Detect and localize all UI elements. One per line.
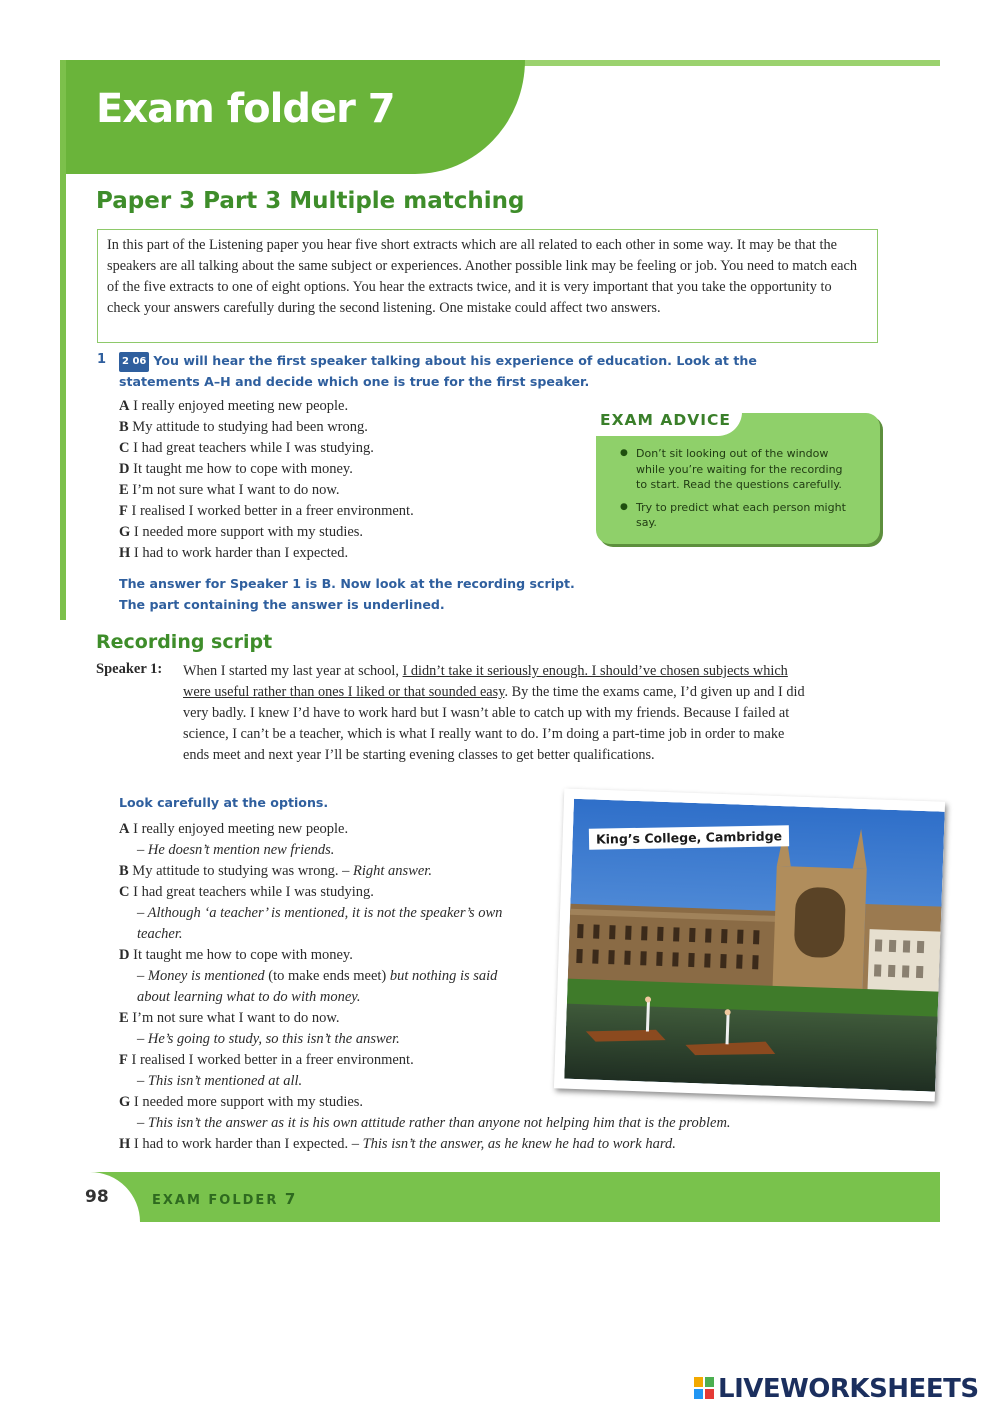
intro-text: In this part of the Listening paper you hear five short extracts which are all related to each other in some way. It may be that the speakers are all talking about the same subject or experiences. Another possible link may be feeling or job. You need to match each of the five extracts to one of eight options. You hear the extracts twice, and it is very important that you take the opportunity to check your answers carefully during the second listening. One mistake could affect two answers. bbox=[107, 237, 857, 316]
liveworksheets-icon bbox=[694, 1377, 714, 1399]
intro-box bbox=[97, 229, 878, 343]
footer-label: EXAM FOLDER 7 bbox=[152, 1190, 298, 1208]
list-item: B My attitude to studying had been wrong. bbox=[119, 419, 368, 435]
photo-caption: King’s College, Cambridge bbox=[589, 825, 789, 849]
list-item: E I’m not sure what I want to do now. bbox=[119, 482, 340, 498]
list-item: F I realised I worked better in a freer environment. bbox=[119, 503, 414, 519]
liveworksheets-logo[interactable]: LIVEWORKSHEETS bbox=[694, 1374, 979, 1404]
instruction-text: You will hear the first speaker talking about his experience of education. Look at the statements A–H and decide which one is true for the first speaker. bbox=[119, 353, 757, 389]
analysis-note: Look carefully at the options. bbox=[119, 795, 329, 810]
list-item: E I’m not sure what I want to do now. – He’s going to study, so this isn’t the answer. bbox=[119, 1010, 400, 1047]
question-number: 1 bbox=[97, 352, 107, 367]
list-item: C I had great teachers while I was studying. bbox=[119, 440, 374, 456]
advice-tip: ● Don’t sit looking out of the window while you’re waiting for the recording to start. Read the questions carefully. bbox=[620, 446, 856, 493]
page-number: 98 bbox=[85, 1187, 109, 1207]
list-item: G I needed more support with my studies. bbox=[119, 524, 364, 540]
page-title: Exam folder 7 bbox=[96, 86, 395, 132]
list-item: D It taught me how to cope with money. – Money is mentioned (to make ends meet) but nothing is said about learning what to do with money. bbox=[119, 947, 498, 1005]
option-list bbox=[119, 396, 549, 564]
footer-notch bbox=[60, 1150, 100, 1172]
list-item: A I really enjoyed meeting new people. – He doesn’t mention new friends. bbox=[119, 821, 349, 858]
exam-advice-title: EXAM ADVICE bbox=[600, 411, 731, 429]
left-accent-strip bbox=[60, 60, 66, 620]
list-item: F I realised I worked better in a freer environment. – This isn’t mentioned at all. bbox=[119, 1052, 414, 1089]
list-item: A I really enjoyed meeting new people. bbox=[119, 398, 349, 414]
list-item: C I had great teachers while I was studying. – Although ‘a teacher’ is mentioned, it is not the speaker’s own teacher. bbox=[119, 884, 503, 942]
list-item: B My attitude to studying was wrong. – Right answer. bbox=[119, 863, 432, 879]
list-item: H I had to work harder than I expected. – This isn’t the answer, as he knew he had to work hard. bbox=[119, 1136, 676, 1152]
speaker-label: Speaker 1: bbox=[96, 661, 163, 677]
answer-note: The answer for Speaker 1 is B. Now look at the recording script. The part containing the answer is underlined. bbox=[119, 576, 575, 612]
audio-track-icon[interactable]: 2 06 bbox=[119, 352, 149, 372]
question-instruction bbox=[119, 351, 759, 392]
recording-script-title: Recording script bbox=[96, 631, 273, 653]
section-title: Paper 3 Part 3 Multiple matching bbox=[96, 188, 525, 214]
list-item: H I had to work harder than I expected. bbox=[119, 545, 349, 561]
list-item: D It taught me how to cope with money. bbox=[119, 461, 353, 477]
list-item: G I needed more support with my studies. – This isn’t the answer as it is his own attitude rather than anyone not helping him that is the problem. bbox=[119, 1094, 731, 1131]
exam-advice-list bbox=[620, 446, 856, 538]
underlined-answer: I didn’t take it seriously enough. I should’ve chosen subjects which were useful rather than ones I liked or that sounded easy bbox=[183, 663, 788, 700]
speaker-transcript: When I started my last year at school, I didn’t take it seriously enough. I should’ve chosen subjects which were useful rather than ones I liked or that sounded easy. By the time the exams came, I’d given up and I did very badly. I knew I’d have to work hard but I wasn’t able to catch up with my friends. Because I failed at science, I can’t be a teacher, which is what I really want to do. I’m doing a part-time job in order to make ends meet and next year I’ll be starting evening classes to get better qualifications. bbox=[183, 663, 805, 763]
advice-tip: ● Try to predict what each person might say. bbox=[620, 500, 856, 531]
